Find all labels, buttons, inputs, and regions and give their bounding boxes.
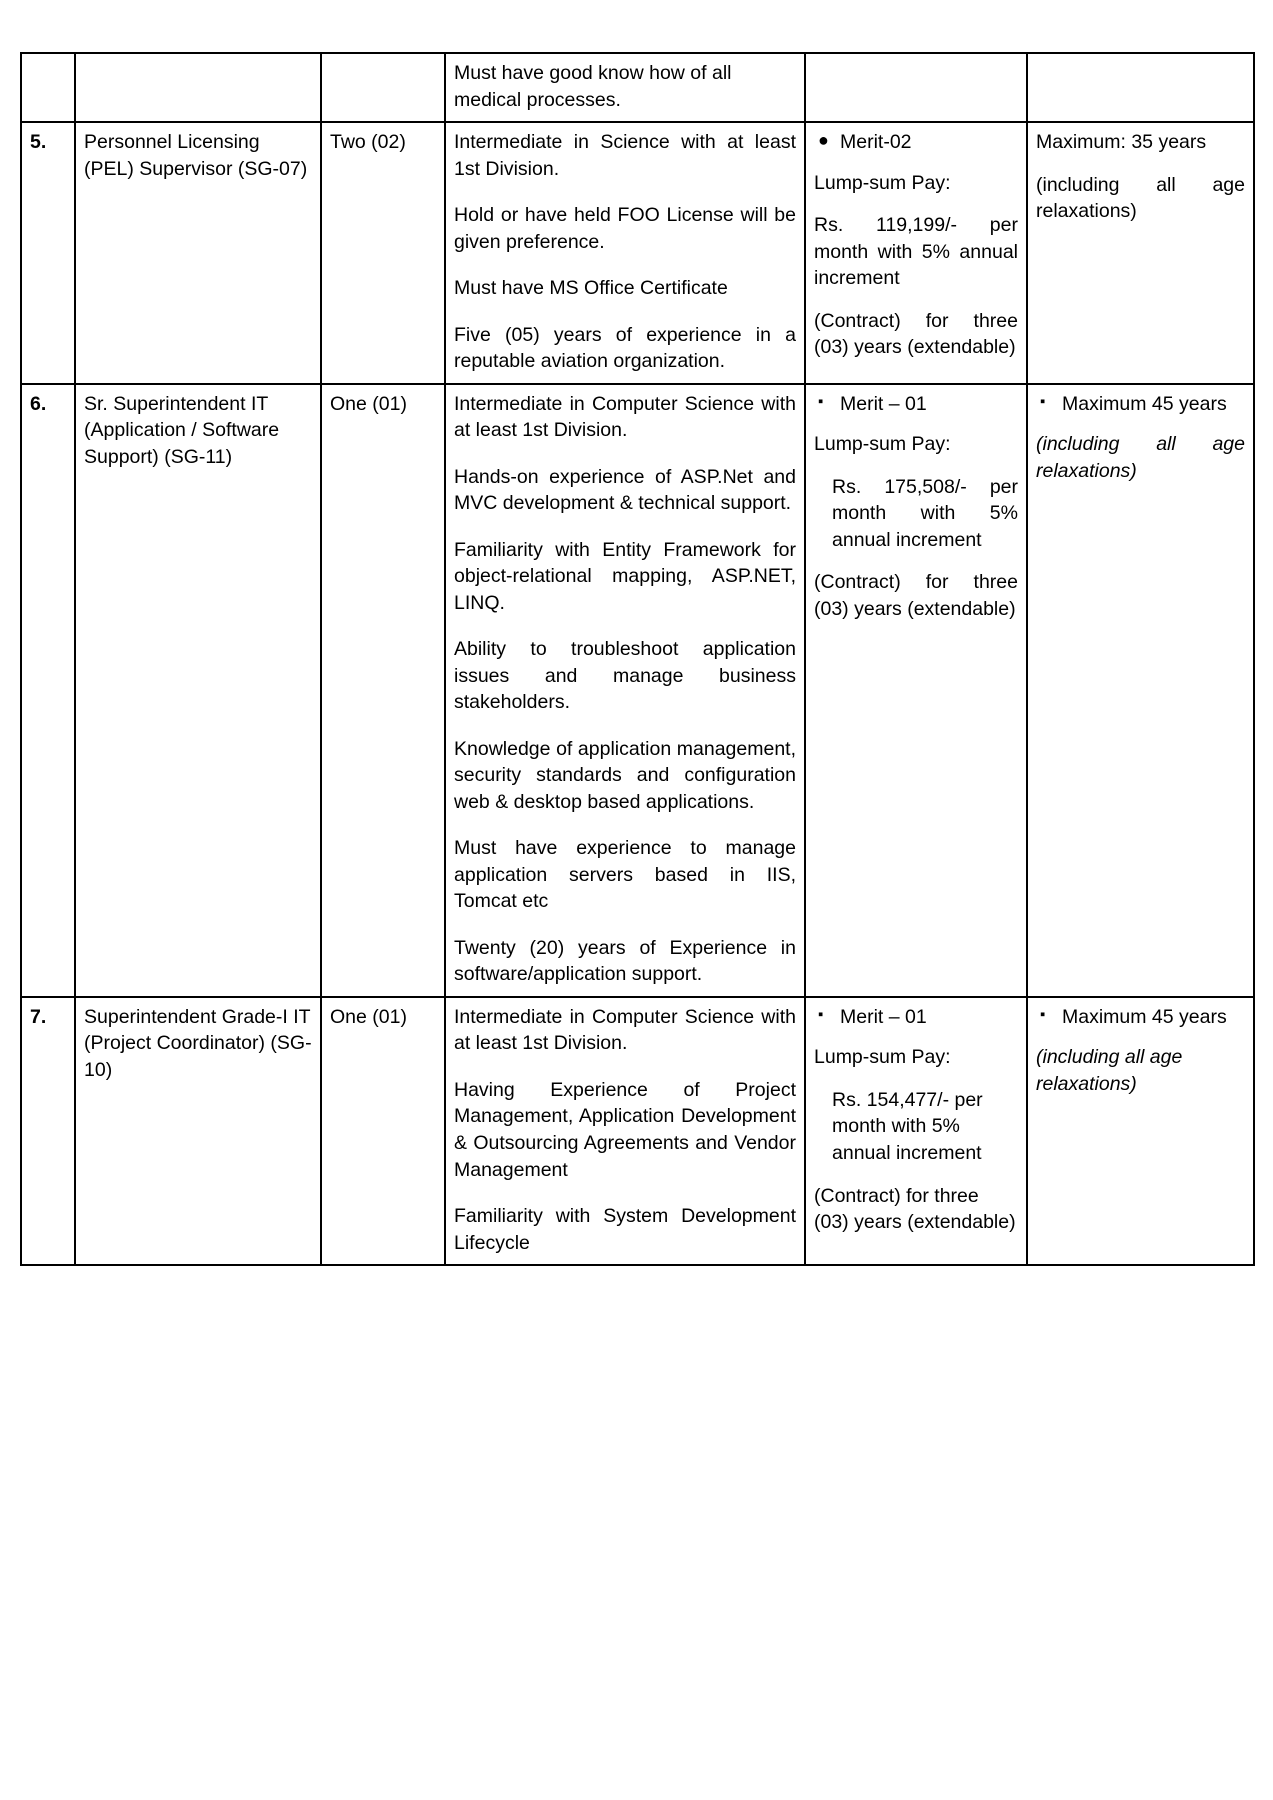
- contract-terms: (Contract) for three (03) years (extendable): [814, 309, 1018, 359]
- age-limit: Maximum 45 years: [1062, 1005, 1227, 1028]
- row-number-of-posts: One (01): [321, 997, 445, 1265]
- row-post-title: [75, 997, 321, 1265]
- row-post-title: [75, 122, 321, 384]
- row-qualification: [445, 122, 805, 384]
- qualification-item: Twenty (20) years of Experience in software/application support.: [454, 936, 796, 986]
- age-list: [1036, 391, 1245, 418]
- age-limit: Maximum: 35 years: [1036, 131, 1207, 154]
- pay-amount: Rs. 119,199/- per month with 5% annual increment: [814, 214, 1018, 290]
- merit-list: [814, 129, 1018, 156]
- table-row: [21, 122, 1254, 384]
- contract-terms: (Contract) for three (03) years (extendable): [814, 1184, 1016, 1234]
- qualification-item: Hold or have held FOO License will be given preference.: [454, 204, 796, 253]
- qualification-item: Familiarity with Entity Framework for object-relational mapping, ASP.NET, LINQ.: [454, 538, 796, 614]
- row-age: [1027, 122, 1254, 384]
- merit-list: [814, 391, 1018, 418]
- qualification-item: Must have experience to manage application servers based in IIS, Tomcat etc: [454, 837, 796, 913]
- age-limit: Maximum 45 years: [1062, 392, 1227, 415]
- qualification-item: Must have MS Office Certificate: [454, 277, 728, 300]
- contract-terms: (Contract) for three (03) years (extendable): [814, 571, 1018, 620]
- bullet-round-icon: ●: [818, 130, 829, 151]
- list-item: [1040, 391, 1245, 418]
- row-age: [1027, 384, 1254, 997]
- row-pay: [805, 384, 1027, 997]
- row-serial: 7.: [21, 997, 75, 1265]
- age-note: (including all age relaxations): [1036, 1046, 1183, 1095]
- qualification-item: Hands-on experience of ASP.Net and MVC development & technical support.: [454, 465, 796, 515]
- qualification-item: Having Experience of Project Management, Application Development & Outsourcing Agreements and Vendor Management: [454, 1078, 796, 1181]
- table-row: [21, 384, 1254, 997]
- pay-label: Lump-sum Pay:: [814, 433, 951, 456]
- qualification-item: Ability to troubleshoot application issues and manage business stakeholders.: [454, 638, 796, 714]
- row-age: [1027, 997, 1254, 1265]
- bullet-square-icon: ▪: [818, 392, 824, 410]
- qualification-table: [20, 52, 1255, 1266]
- age-list: [1036, 1004, 1245, 1031]
- row-pay: [805, 122, 1027, 384]
- row-serial: 5.: [21, 122, 75, 384]
- row-qualification: [445, 53, 805, 122]
- age-note: (including all age relaxations): [1036, 433, 1245, 482]
- qualification-item: Intermediate in Computer Science with at least 1st Division.: [454, 392, 796, 442]
- pay-amount: Rs. 154,477/- per month with 5% annual increment: [832, 1088, 983, 1164]
- bullet-square-icon: ▪: [1040, 1005, 1046, 1023]
- post-name: Personnel Licensing (PEL) Supervisor (SG-07): [84, 131, 308, 180]
- pay-amount: Rs. 175,508/- per month with 5% annual increment: [832, 475, 1018, 551]
- age-note: (including all age relaxations): [1036, 173, 1245, 223]
- post-name: Superintendent Grade-I IT (Project Coordinator) (SG-10): [84, 1005, 312, 1081]
- row-post-title: [75, 53, 321, 122]
- row-age: [1027, 53, 1254, 122]
- pay-label: Lump-sum Pay:: [814, 1046, 951, 1069]
- list-item: [818, 391, 1018, 418]
- qualification-item: Knowledge of application management, security standards and configuration web & desktop based applications.: [454, 737, 796, 813]
- qualification-item: Intermediate in Computer Science with at least 1st Division.: [454, 1005, 796, 1055]
- row-qualification: [445, 997, 805, 1265]
- row-pay: [805, 53, 1027, 122]
- row-post-title: [75, 384, 321, 997]
- row-qualification: [445, 384, 805, 997]
- merit-value: Merit – 01: [840, 392, 927, 415]
- merit-value: Merit – 01: [840, 1005, 927, 1028]
- qualification-item: Intermediate in Science with at least 1st Division.: [454, 131, 796, 180]
- list-item: [818, 129, 1018, 156]
- post-name: Sr. Superintendent IT (Application / Software Support) (SG-11): [84, 392, 280, 468]
- row-pay: [805, 997, 1027, 1265]
- list-item: [1040, 1004, 1245, 1031]
- merit-list: [814, 1004, 1018, 1031]
- row-serial: 6.: [21, 384, 75, 997]
- qualification-item: Five (05) years of experience in a reputable aviation organization.: [454, 323, 796, 373]
- list-item: [818, 1004, 1018, 1031]
- qualification-item: Familiarity with System Development Lifecycle: [454, 1205, 796, 1254]
- row-number-of-posts: One (01): [321, 384, 445, 997]
- bullet-square-icon: ▪: [818, 1005, 824, 1023]
- pay-label: Lump-sum Pay:: [814, 171, 951, 194]
- row-serial: [21, 53, 75, 122]
- merit-value: Merit-02: [840, 131, 912, 154]
- bullet-square-icon: ▪: [1040, 392, 1046, 410]
- row-number-of-posts: [321, 53, 445, 122]
- table-row: [21, 53, 1254, 122]
- table-row: [21, 997, 1254, 1265]
- qualification-item: Must have good know how of all medical processes.: [454, 62, 732, 111]
- row-number-of-posts: Two (02): [321, 122, 445, 384]
